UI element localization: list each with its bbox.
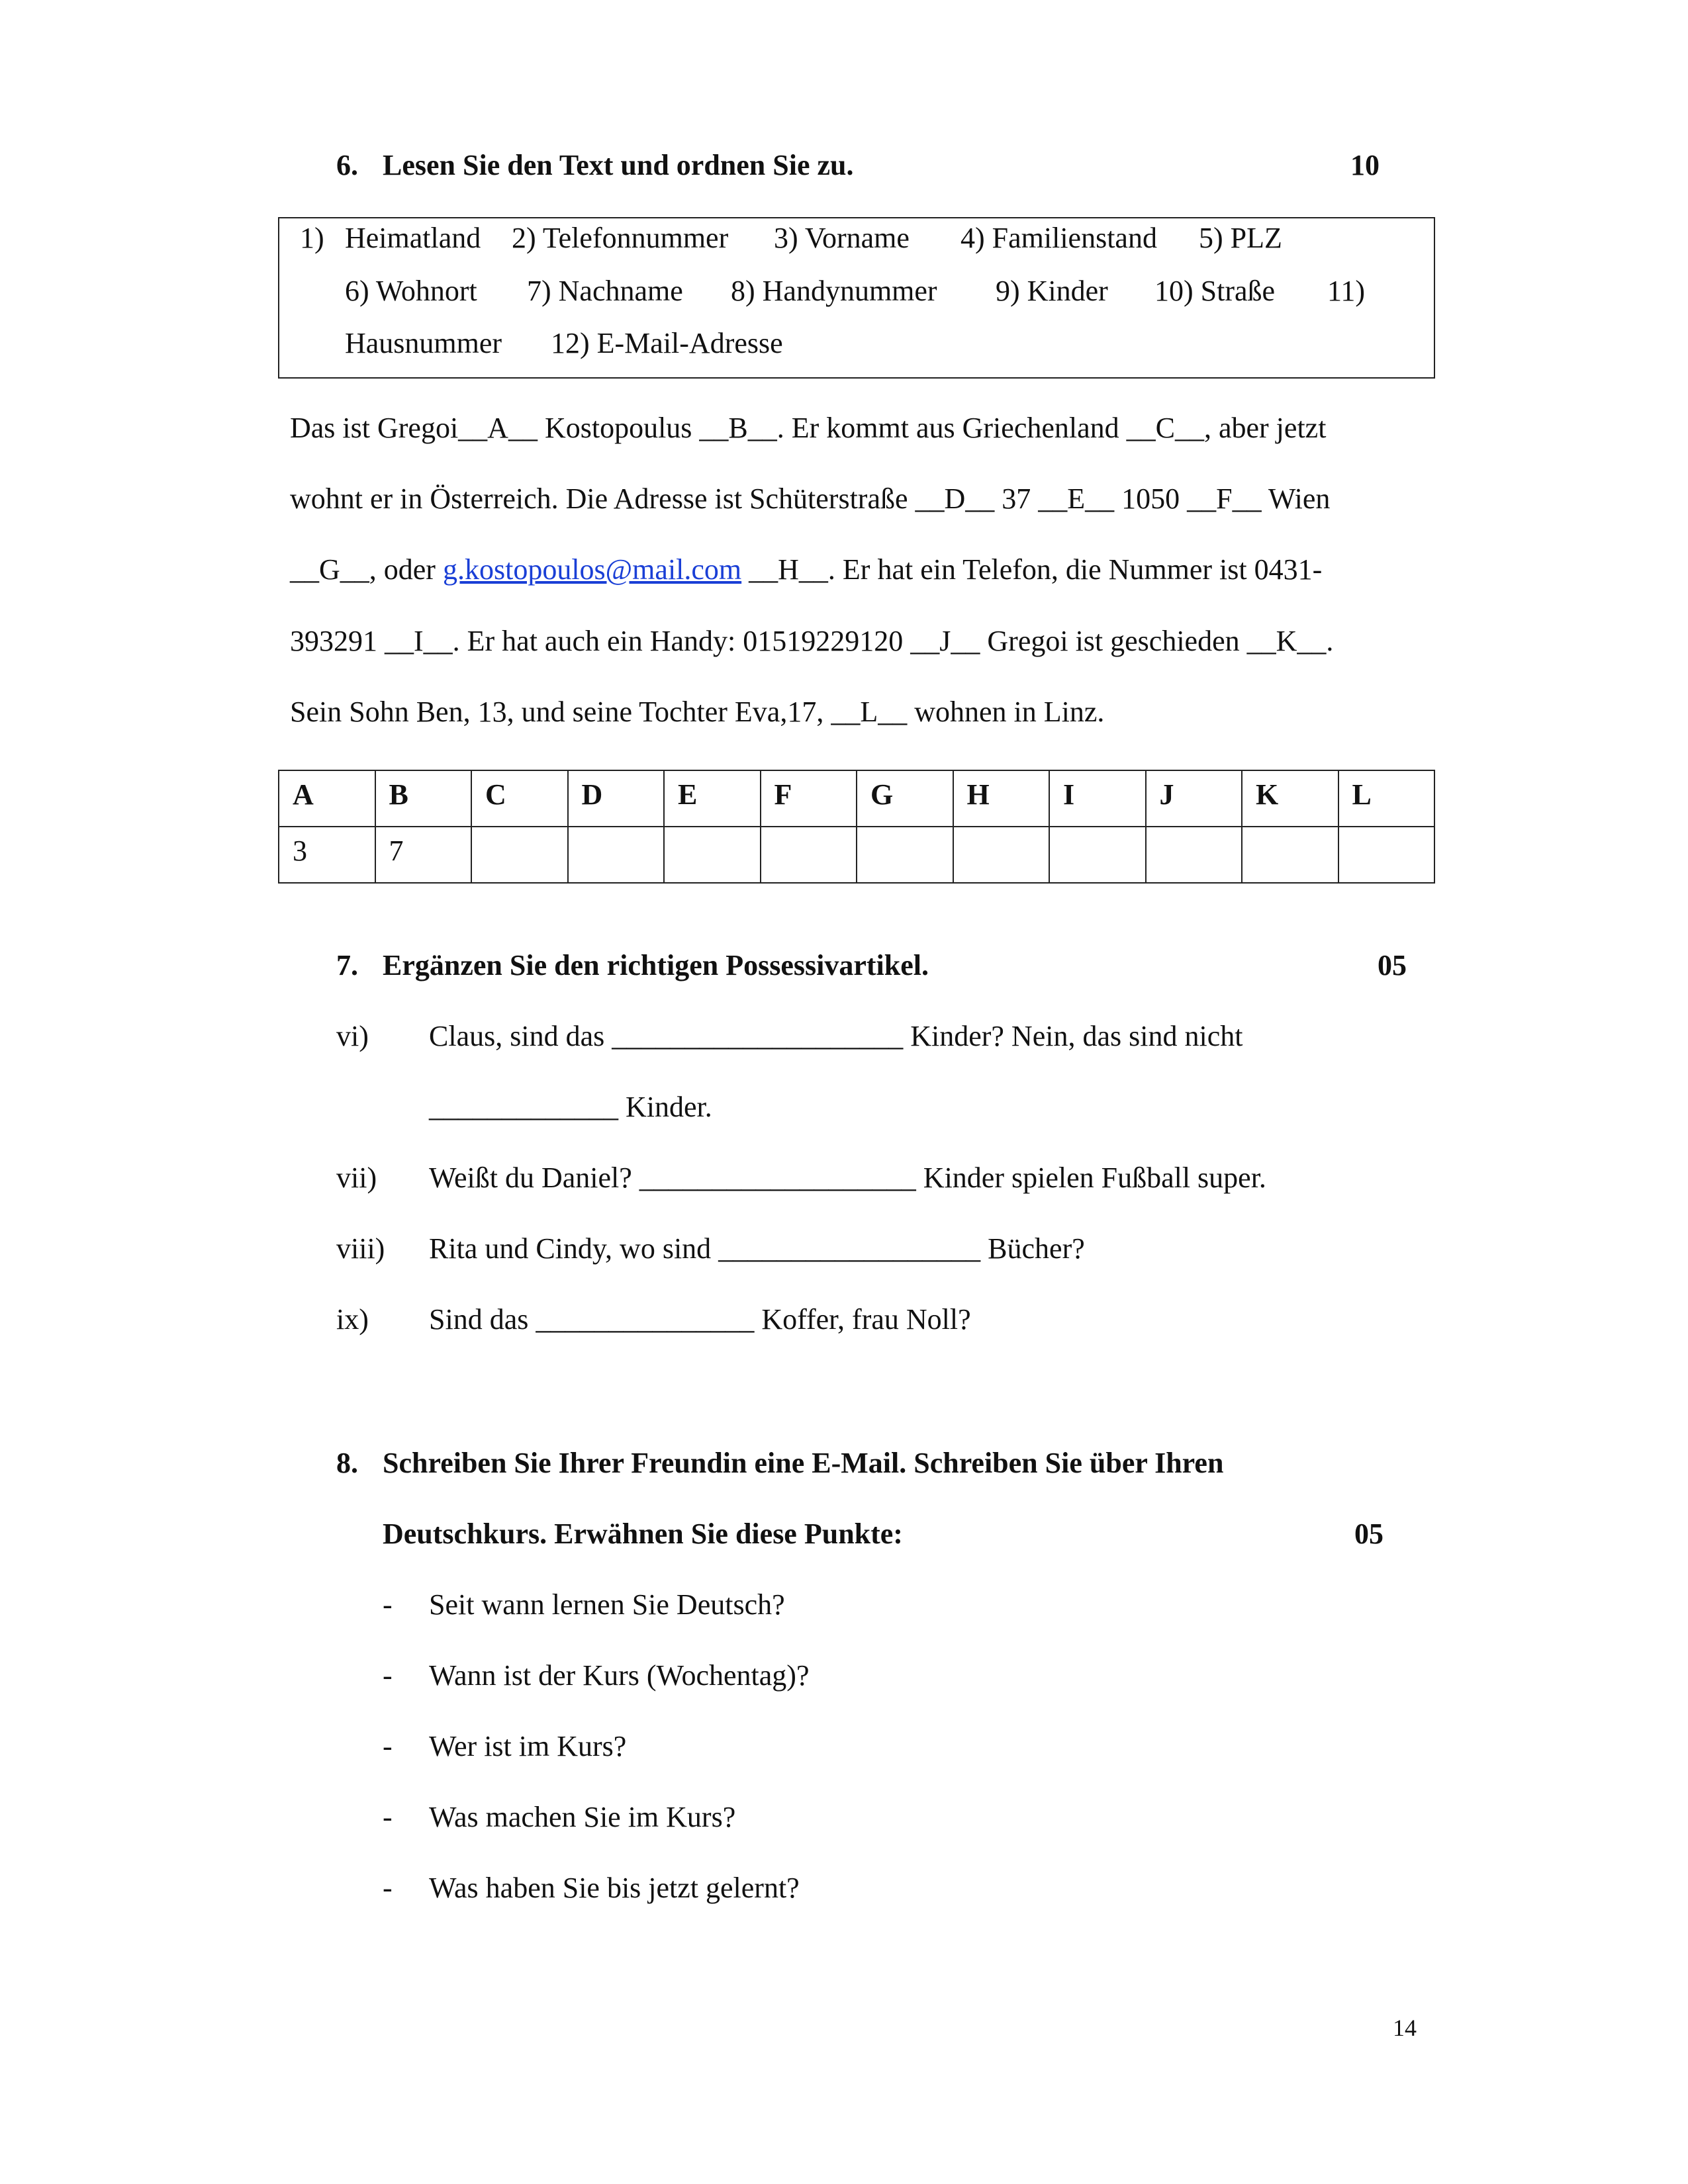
bullet-dash: - xyxy=(383,1730,393,1762)
bullet-dash: - xyxy=(383,1659,393,1692)
answer-table-row xyxy=(279,827,1434,883)
wordbox-item: 2) Telefonnummer xyxy=(512,222,729,254)
wordbox-item: 4) Familienstand xyxy=(961,222,1157,254)
wordbox-item: 8) Handynummer xyxy=(731,275,937,307)
bullet-text: Wer ist im Kurs? xyxy=(429,1730,627,1762)
bullet-text: Seit wann lernen Sie Deutsch? xyxy=(429,1588,785,1621)
bullet-text: Wann ist der Kurs (Wochentag)? xyxy=(429,1659,810,1692)
wordbox-item: 9) Kinder xyxy=(996,275,1108,307)
task6-title: Lesen Sie den Text und ordnen Sie zu. xyxy=(383,149,854,181)
task8-number: 8. xyxy=(336,1447,358,1479)
answer-cell[interactable] xyxy=(471,827,568,883)
answer-cell[interactable] xyxy=(664,827,761,883)
text-line-3: __G__, oder g.kostopoulos@mail.com __H__. Er hat ein Telefon, die Nummer ist 0431- xyxy=(290,553,1323,586)
task6-points: 10 xyxy=(1350,149,1380,181)
header-cell: F xyxy=(761,770,857,827)
wordbox-item: 12) E-Mail-Adresse xyxy=(551,327,783,359)
header-cell: I xyxy=(1049,770,1146,827)
item-label: vii) xyxy=(336,1161,377,1194)
header-cell: D xyxy=(568,770,665,827)
answer-cell[interactable] xyxy=(568,827,665,883)
item-label: viii) xyxy=(336,1232,385,1265)
task8-title-line1: Schreiben Sie Ihrer Freundin eine E-Mail. Schreiben Sie über Ihren xyxy=(383,1447,1224,1479)
item-label: ix) xyxy=(336,1303,369,1336)
header-cell: E xyxy=(664,770,761,827)
wordbox-item: 5) PLZ xyxy=(1199,222,1282,254)
item-text: Sind das _______________ Koffer, frau Noll? xyxy=(429,1303,971,1336)
answer-cell[interactable]: 3 xyxy=(279,827,375,883)
header-cell: L xyxy=(1338,770,1435,827)
header-cell: J xyxy=(1146,770,1243,827)
bullet-text: Was haben Sie bis jetzt gelernt? xyxy=(429,1872,800,1904)
bullet-dash: - xyxy=(383,1588,393,1621)
answer-cell[interactable]: 7 xyxy=(375,827,472,883)
wordbox-item: 10) Straße xyxy=(1154,275,1276,307)
answer-table-header-row xyxy=(279,770,1434,827)
task6-number: 6. xyxy=(336,149,358,181)
task8-points: 05 xyxy=(1354,1518,1383,1550)
header-cell: C xyxy=(471,770,568,827)
wordbox-item: 1) xyxy=(300,222,324,254)
email-link[interactable]: g.kostopoulos@mail.com xyxy=(442,553,742,586)
header-cell: G xyxy=(857,770,953,827)
item-text: Claus, sind das ____________________ Kinder? Nein, das sind nicht xyxy=(429,1020,1243,1052)
answer-cell[interactable] xyxy=(1146,827,1243,883)
page-number: 14 xyxy=(1393,2015,1417,2041)
task8-title-line2: Deutschkurs. Erwähnen Sie diese Punkte: xyxy=(383,1518,903,1550)
text-line-5: Sein Sohn Ben, 13, und seine Tochter Eva,17, __L__ wohnen in Linz. xyxy=(290,696,1105,728)
answer-table xyxy=(278,770,1435,884)
bullet-dash: - xyxy=(383,1872,393,1904)
task7-title: Ergänzen Sie den richtigen Possessivartikel. xyxy=(383,949,929,981)
task7-points: 05 xyxy=(1378,949,1407,981)
wordbox-item: Heimatland xyxy=(345,222,481,254)
wordbox-item: 3) Vorname xyxy=(774,222,910,254)
item-text: Weißt du Daniel? ___________________ Kinder spielen Fußball super. xyxy=(429,1161,1266,1194)
header-cell: H xyxy=(953,770,1050,827)
text-line-2: wohnt er in Österreich. Die Adresse ist Schüterstraße __D__ 37 __E__ 1050 __F__ Wien xyxy=(290,482,1331,515)
item-text: Rita und Cindy, wo sind __________________ Bücher? xyxy=(429,1232,1085,1265)
answer-cell[interactable] xyxy=(1338,827,1435,883)
header-cell: B xyxy=(375,770,472,827)
wordbox-item: 7) Nachname xyxy=(527,275,683,307)
wordbox-item: Hausnummer xyxy=(345,327,502,359)
wordbox-item: 11) xyxy=(1327,275,1366,307)
text-line-1: Das ist Gregoi__A__ Kostopoulus __B__. Er kommt aus Griechenland __C__, aber jetzt xyxy=(290,412,1327,444)
item-label: vi) xyxy=(336,1020,369,1052)
text-line-4: 393291 __I__. Er hat auch ein Handy: 01519229120 __J__ Gregoi ist geschieden __K__. xyxy=(290,625,1334,657)
header-cell: K xyxy=(1242,770,1338,827)
answer-cell[interactable] xyxy=(761,827,857,883)
answer-cell[interactable] xyxy=(953,827,1050,883)
header-cell: A xyxy=(279,770,375,827)
item-text-continued: _____________ Kinder. xyxy=(429,1091,712,1123)
answer-cell[interactable] xyxy=(857,827,953,883)
bullet-dash: - xyxy=(383,1801,393,1833)
bullet-text: Was machen Sie im Kurs? xyxy=(429,1801,736,1833)
answer-cell[interactable] xyxy=(1242,827,1338,883)
answer-cell[interactable] xyxy=(1049,827,1146,883)
task7-number: 7. xyxy=(336,949,358,981)
wordbox-item: 6) Wohnort xyxy=(345,275,477,307)
